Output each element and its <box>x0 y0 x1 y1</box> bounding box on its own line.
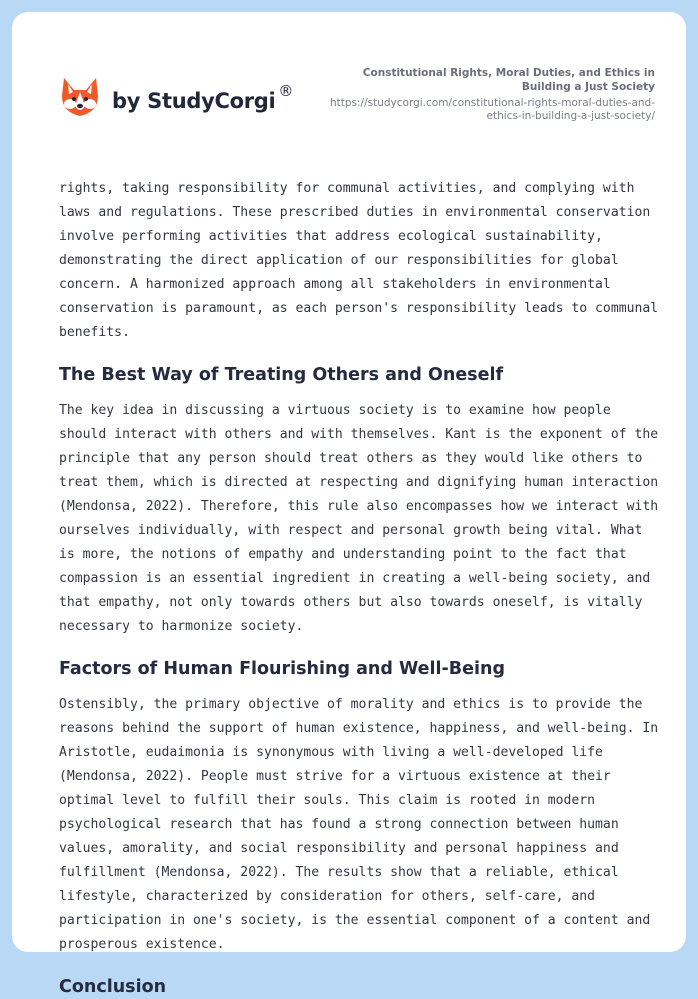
corgi-head-icon <box>60 76 100 118</box>
section-heading-treating-others: The Best Way of Treating Others and Oneself <box>59 365 504 385</box>
registered-mark: ® <box>278 81 294 100</box>
studycorgi-logo[interactable] <box>60 76 293 118</box>
page-header <box>12 12 686 162</box>
section-paragraph-flourishing: Ostensibly, the primary objective of morality and ethics is to provide the reasons behind the support of human existence, happiness, and well-being. In Aristotle, eudaimonia is synonymous with living a well-developed life (Mendonsa, 2022). People must strive for a virtuous existence at their optimal level to fulfill their souls. This claim is rooted in modern psychological research that has found a strong connection between human values, amorality, and social responsibility and personal happiness and fulfillment (Mendonsa, 2022). The results show that a reliable, ethical lifestyle, characterized by consideration for others, self-care, and participation in one's society, is the essential component of a content and prosperous existence. <box>59 697 659 952</box>
brand-name: by StudyCorgi ® <box>112 81 294 113</box>
document-meta <box>325 66 655 123</box>
section-paragraph-treating-others: The key idea in discussing a virtuous society is to examine how people should interact with others and with themselves. Kant is the exponent of the principle that any person should treat others as they would like others to treat them, which is directed at respecting and dignifying human interaction (Mendonsa, 2022). Therefore, this rule also encompasses how we interact with ourselves individually, with respect and personal growth being vital. What is more, the notions of empathy and understanding point to the fact that compassion is an essential ingredient in creating a well-being society, and that empathy, not only towards others but also towards oneself, is vitally necessary to harmonize society. <box>59 403 659 634</box>
document-url[interactable]: https://studycorgi.com/constitutional-rights-moral-duties-and-ethics-in-building-a-just-society/ <box>329 97 655 122</box>
section-heading-flourishing: Factors of Human Flourishing and Well-Being <box>59 659 505 679</box>
section-heading-conclusion: Conclusion <box>59 977 167 997</box>
intro-paragraph: rights, taking responsibility for communal activities, and complying with laws and regulations. These prescribed duties in environmental conservation involve performing activities that address ecological sustainability, demonstrating the direct application of our responsibilities for global concern. A harmonized approach among all stakeholders in environmental conservation is paramount, as each person's responsibility leads to communal benefits. <box>59 181 659 340</box>
article-body <box>59 177 659 999</box>
document-title: Constitutional Rights, Moral Duties, and Ethics in Building a Just Society <box>362 67 655 93</box>
document-page <box>12 12 686 997</box>
